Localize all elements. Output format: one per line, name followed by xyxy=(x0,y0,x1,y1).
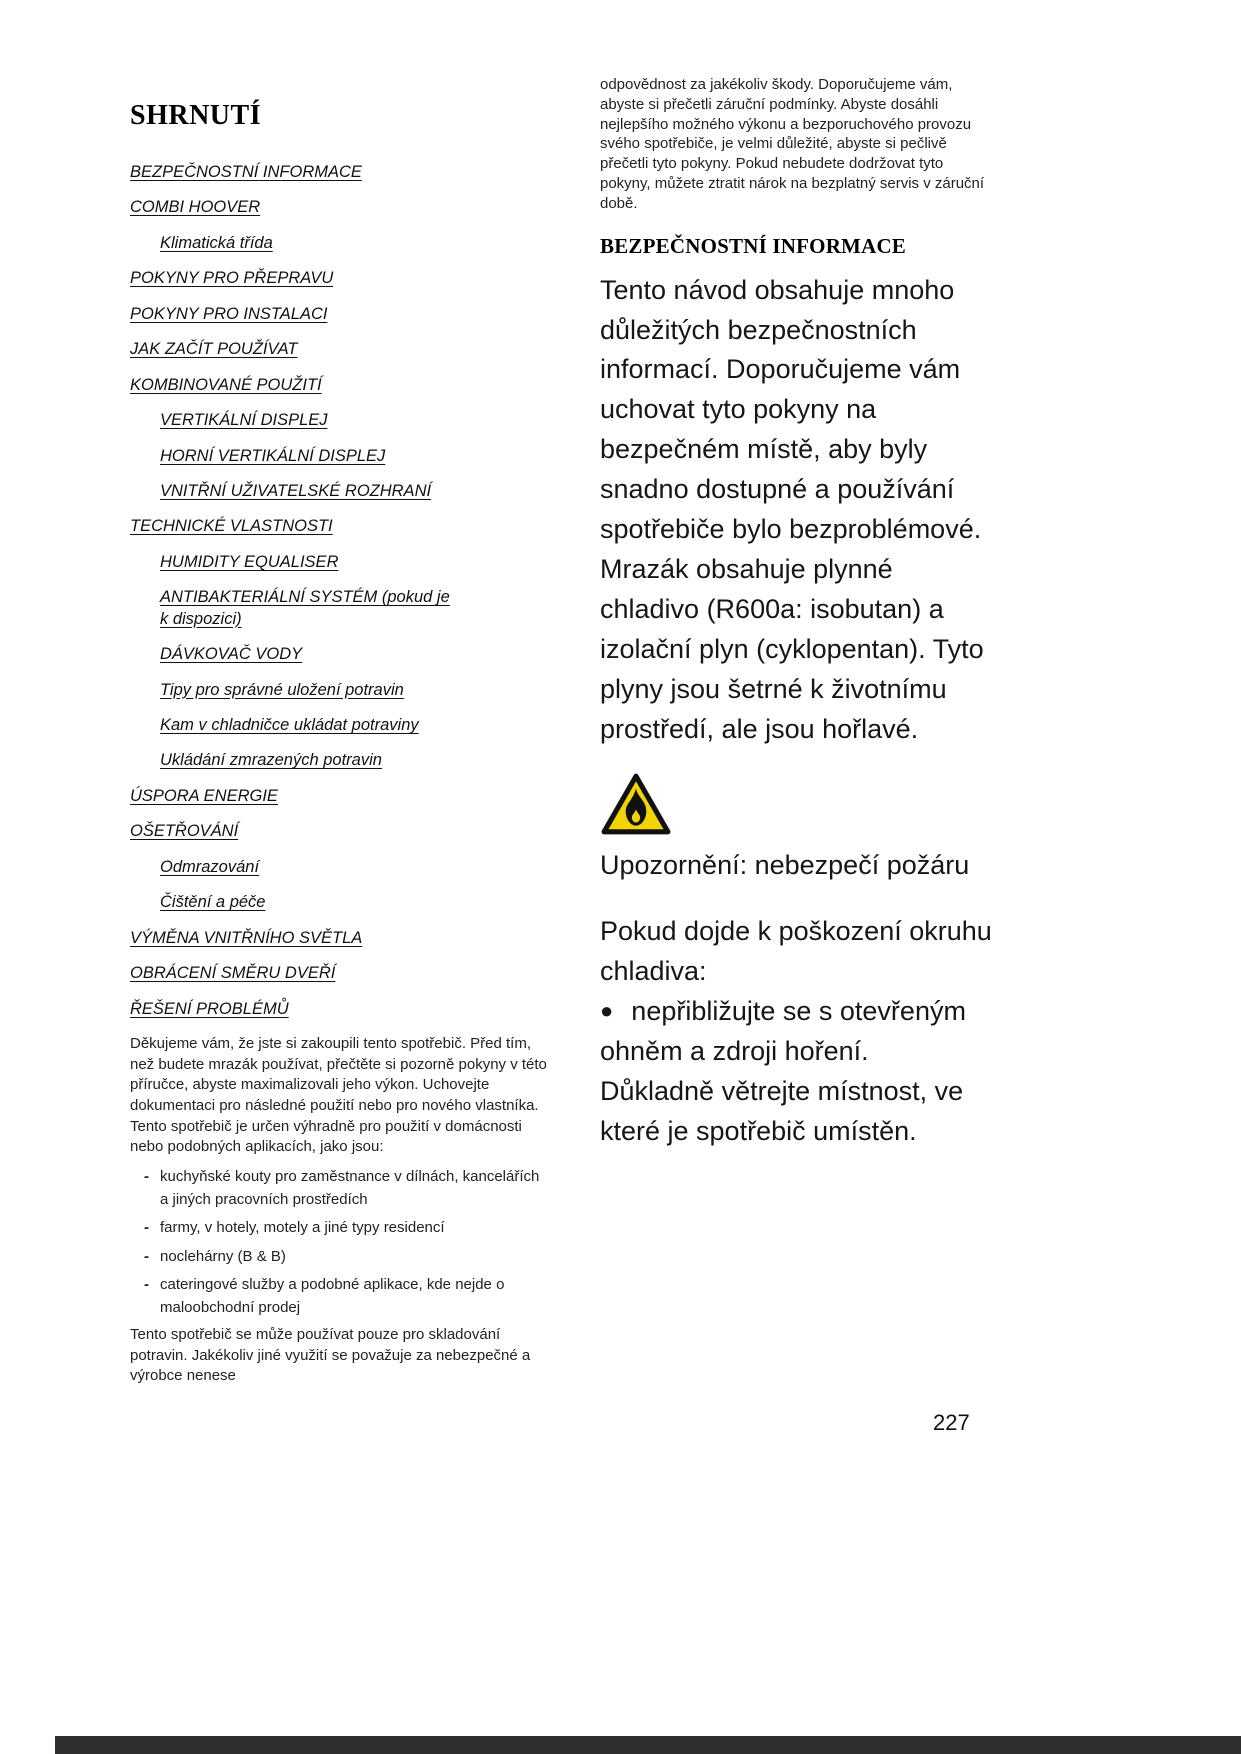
safety-paragraph-2: Mrazák obsahuje plynné chladivo (R600a: isobutan) a izolační plyn (cyklopentan). Tyto plyny jsou šetrné k životnímu prostředí, ale jsou hořlavé. xyxy=(600,554,984,745)
toc-item[interactable]: OBRÁCENÍ SMĚRU DVEŘÍ xyxy=(130,964,336,983)
toc-item[interactable]: VERTIKÁLNÍ DISPLEJ xyxy=(160,411,328,430)
outro-paragraph: Tento spotřebič se může používat pouze pro skladování potravin. Jakékoliv jiné využití se považuje za nebezpečné a výrobce nenese xyxy=(130,1326,531,1385)
toc-item[interactable]: JAK ZAČÍT POUŽÍVAT xyxy=(130,340,298,359)
toc-item[interactable]: Čištění a péče xyxy=(160,893,266,912)
intro-paragraph: Děkujeme vám, že jste si zakoupili tento spotřebič. Před tím, než budete mrazák používat, přečtěte si pozorně pokyny v této příručce, abyste maximalizovali jeho výkon. Uchovejte dokumentaci pro následné použití nebo pro nového vlastníka. Tento spotřebič je určen výhradně pro použití v domácnosti nebo podobných aplikacích, jako jsou: xyxy=(130,1034,547,1156)
footer-bar xyxy=(55,1736,1241,1754)
toc-item[interactable]: COMBI HOOVER xyxy=(130,198,261,217)
warning-text: Upozornění: nebezpečí požáru xyxy=(600,850,970,881)
toc-item[interactable]: ÚSPORA ENERGIE xyxy=(130,786,278,805)
dash-bullet-text: kuchyňské kouty pro zaměstnance v dílnách, kancelářích a jiných pracovních prostředích xyxy=(160,1168,540,1208)
toc-item[interactable]: HORNÍ VERTIKÁLNÍ DISPLEJ xyxy=(160,446,386,465)
dash-marker-icon: - xyxy=(144,1168,149,1186)
toc-item[interactable]: Odmrazování xyxy=(160,857,260,876)
toc-item[interactable]: VNITŘNÍ UŽIVATELSKÉ ROZHRANÍ xyxy=(160,481,432,500)
toc-item[interactable]: DÁVKOVAČ VODY xyxy=(160,645,303,664)
safety-paragraph-3: Pokud dojde k poškození okruhu chladiva: xyxy=(600,915,992,986)
toc-item[interactable]: Tipy pro správné uložení potravin xyxy=(160,680,404,699)
safety-bullet-line xyxy=(600,992,992,1072)
toc-item[interactable]: OŠETŘOVÁNÍ xyxy=(130,822,239,841)
safety-section-title: BEZPEČNOSTNÍ INFORMACE xyxy=(600,233,907,258)
toc-item[interactable]: KOMBINOVANÉ POUŽITÍ xyxy=(130,375,322,394)
dash-bullet-text: noclehárny (B & B) xyxy=(160,1247,286,1265)
dash-bullet-text: cateringové služby a podobné aplikace, kde nejde o maloobchodní prodej xyxy=(160,1276,505,1316)
page-number: 227 xyxy=(933,1410,970,1435)
dash-bullet-text: farmy, v hotely, motely a jiné typy residencí xyxy=(160,1219,445,1237)
dash-bullet-item xyxy=(144,1217,550,1240)
toc-list xyxy=(130,162,462,1020)
toc-item[interactable]: HUMIDITY EQUALISER xyxy=(160,552,339,571)
continuation-paragraph: odpovědnost za jakékoliv škody. Doporučujeme vám, abyste si přečetli záruční podmínky. Abyste dosáhli nejlepšího možného výkonu a bezporuchového provozu svého spotřebiče, je velmi důležité, abyste si pečlivě přečetli tyto pokyny. Pokud nebudete dodržovat tyto pokyny, můžete ztratit nárok na bezplatný servis v záruční době. xyxy=(600,76,985,212)
toc-item[interactable]: ŘEŠENÍ PROBLÉMŮ xyxy=(130,999,289,1018)
toc-item[interactable]: BEZPEČNOSTNÍ INFORMACE xyxy=(130,163,362,181)
fire-warning-icon xyxy=(600,772,672,836)
toc-item[interactable]: POKYNY PRO PŘEPRAVU xyxy=(130,269,334,288)
left-column xyxy=(130,100,550,1387)
toc-item[interactable]: VÝMĚNA VNITŘNÍHO SVĚTLA xyxy=(130,928,363,947)
dash-bullet-item xyxy=(144,1166,550,1211)
safety-bullet-text: nepřibližujte se s otevřeným ohněm a zdroji hoření. xyxy=(600,995,966,1066)
dash-marker-icon: - xyxy=(144,1276,149,1294)
toc-title: SHRNUTÍ xyxy=(130,100,262,131)
toc-item[interactable]: Kam v chladničce ukládat potraviny xyxy=(160,716,419,734)
toc-item[interactable]: Klimatická třída xyxy=(160,233,273,252)
dash-bullet-item xyxy=(144,1274,550,1319)
toc-item[interactable]: Ukládání zmrazených potravin xyxy=(160,751,382,770)
left-bullet-list xyxy=(144,1166,550,1319)
toc-item[interactable]: ANTIBAKTERIÁLNÍ SYSTÉM (pokud je k dispozici) xyxy=(160,588,450,628)
right-column xyxy=(600,75,992,1152)
toc-item[interactable]: POKYNY PRO INSTALACI xyxy=(130,304,328,323)
safety-paragraph-4: Důkladně větrejte místnost, ve které je spotřebič umístěn. xyxy=(600,1075,964,1146)
safety-paragraph-1: Tento návod obsahuje mnoho důležitých bezpečnostních informací. Doporučujeme vám uchovat tyto pokyny na bezpečném místě, aby byly snadno dostupné a používání spotřebiče bylo bezproblémové. xyxy=(600,274,982,545)
bullet-dot-icon: ● xyxy=(600,997,614,1023)
dash-bullet-item xyxy=(144,1246,550,1269)
dash-marker-icon: - xyxy=(144,1247,149,1265)
toc-item[interactable]: TECHNICKÉ VLASTNOSTI xyxy=(130,517,333,536)
dash-marker-icon: - xyxy=(144,1219,149,1237)
